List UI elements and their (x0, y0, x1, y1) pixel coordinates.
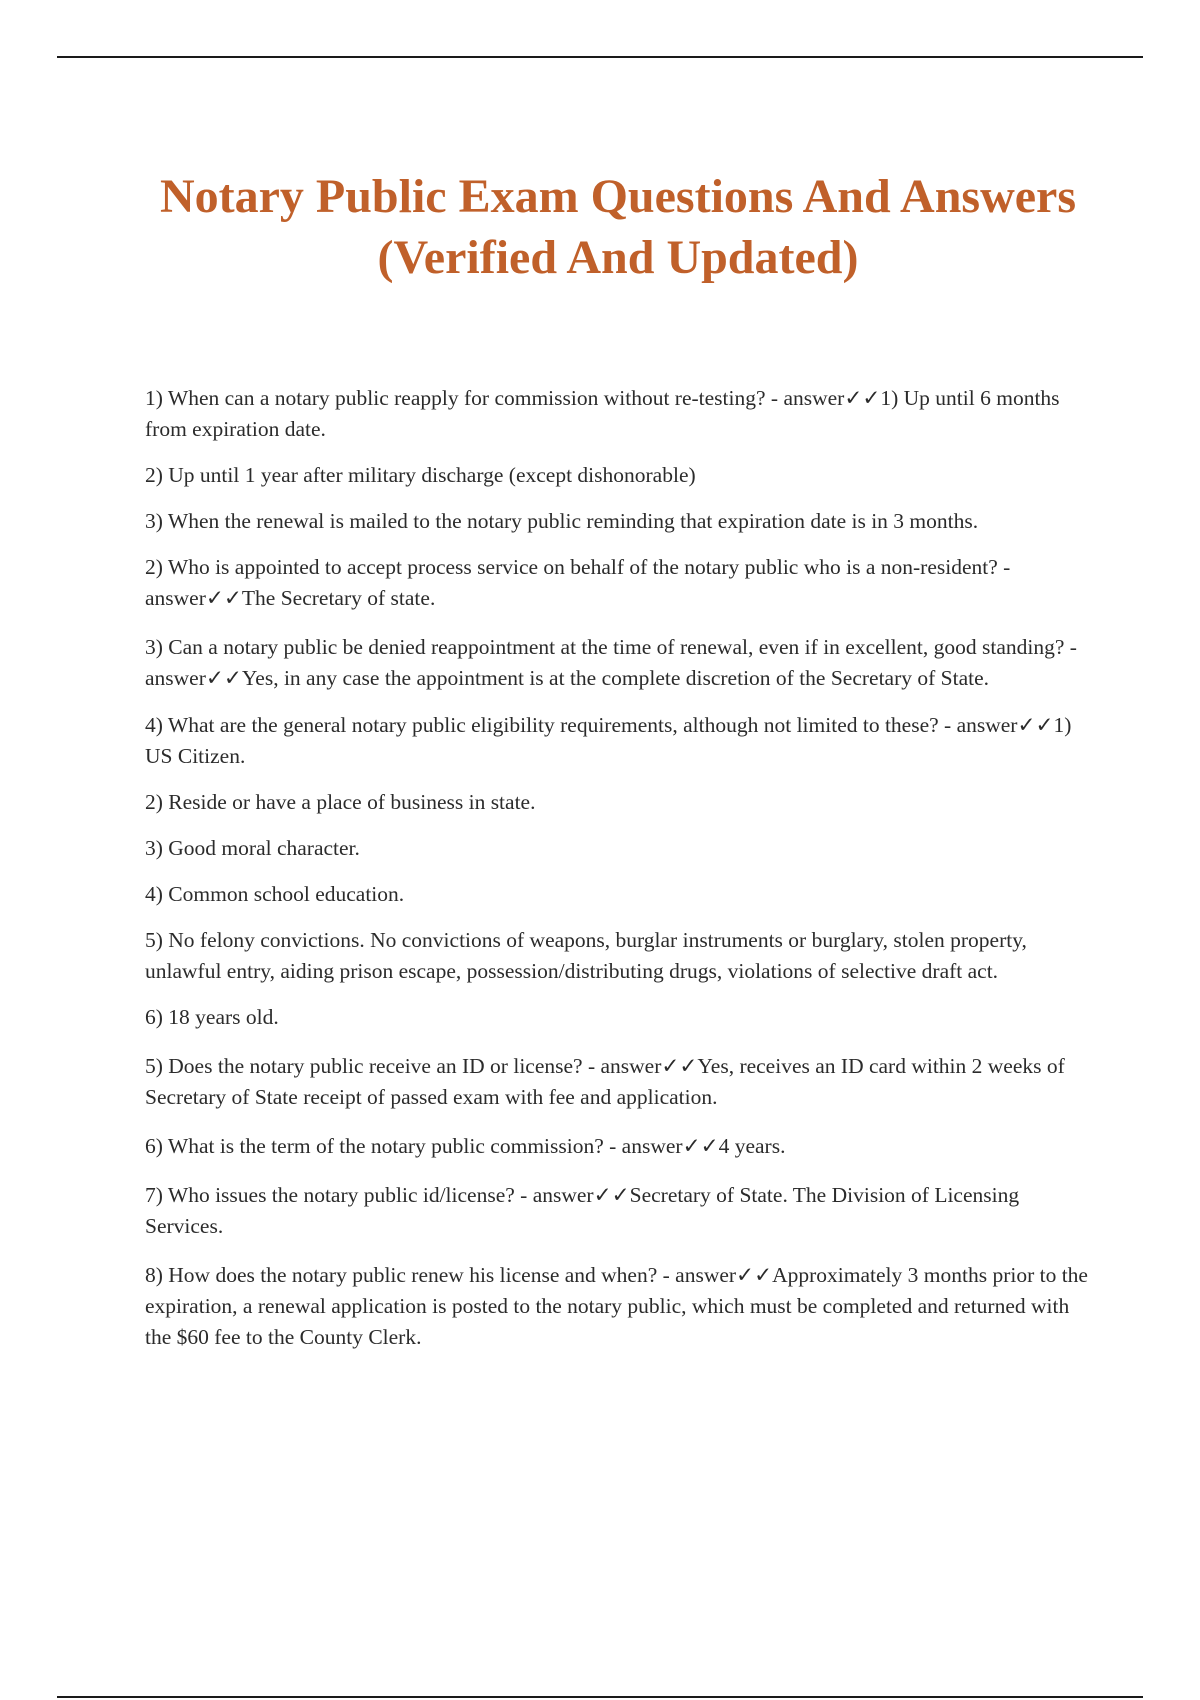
document-body (145, 383, 1093, 1353)
paragraph: 4) What are the general notary public eligibility requirements, although not limited to these? - answer✓✓1) US Citizen. (145, 713, 1072, 768)
paragraph: 2) Up until 1 year after military discharge (except dishonorable) (145, 463, 696, 487)
paragraph: 3) Good moral character. (145, 836, 360, 860)
paragraph: 5) Does the notary public receive an ID or license? - answer✓✓Yes, receives an ID card within 2 weeks of Secretary of State receipt of passed exam with fee and application. (145, 1054, 1065, 1109)
paragraph: 6) 18 years old. (145, 1005, 279, 1029)
paragraph: 1) When can a notary public reapply for commission without re-testing? - answer✓✓1) Up until 6 months from expiration date. (145, 386, 1060, 441)
paragraph: 3) When the renewal is mailed to the notary public reminding that expiration date is in 3 months. (145, 509, 979, 533)
bottom-divider (57, 1696, 1143, 1698)
top-divider (57, 56, 1143, 58)
paragraph: 8) How does the notary public renew his license and when? - answer✓✓Approximately 3 months prior to the expiration, a renewal application is posted to the notary public, which must be completed and returned with the $60 fee to the County Clerk. (145, 1263, 1088, 1349)
paragraph: 2) Reside or have a place of business in state. (145, 790, 536, 814)
document-title: Notary Public Exam Questions And Answers (Verified And Updated) (159, 170, 1077, 284)
paragraph: 6) What is the term of the notary public commission? - answer✓✓4 years. (145, 1134, 786, 1158)
paragraph: 3) Can a notary public be denied reappointment at the time of renewal, even if in excellent, good standing? - answer✓✓Yes, in any case the appointment is at the complete discretion of the Secretary of State. (145, 635, 1077, 690)
paragraph: 4) Common school education. (145, 882, 405, 906)
paragraph: 5) No felony convictions. No convictions of weapons, burglar instruments or burglary, stolen property, unlawful entry, aiding prison escape, possession/distributing drugs, violations of selective draft act. (145, 928, 1027, 983)
paragraph: 7) Who issues the notary public id/license? - answer✓✓Secretary of State. The Division of Licensing Services. (145, 1183, 1020, 1238)
paragraph: 2) Who is appointed to accept process service on behalf of the notary public who is a non-resident? - answer✓✓The Secretary of state. (145, 555, 1011, 610)
